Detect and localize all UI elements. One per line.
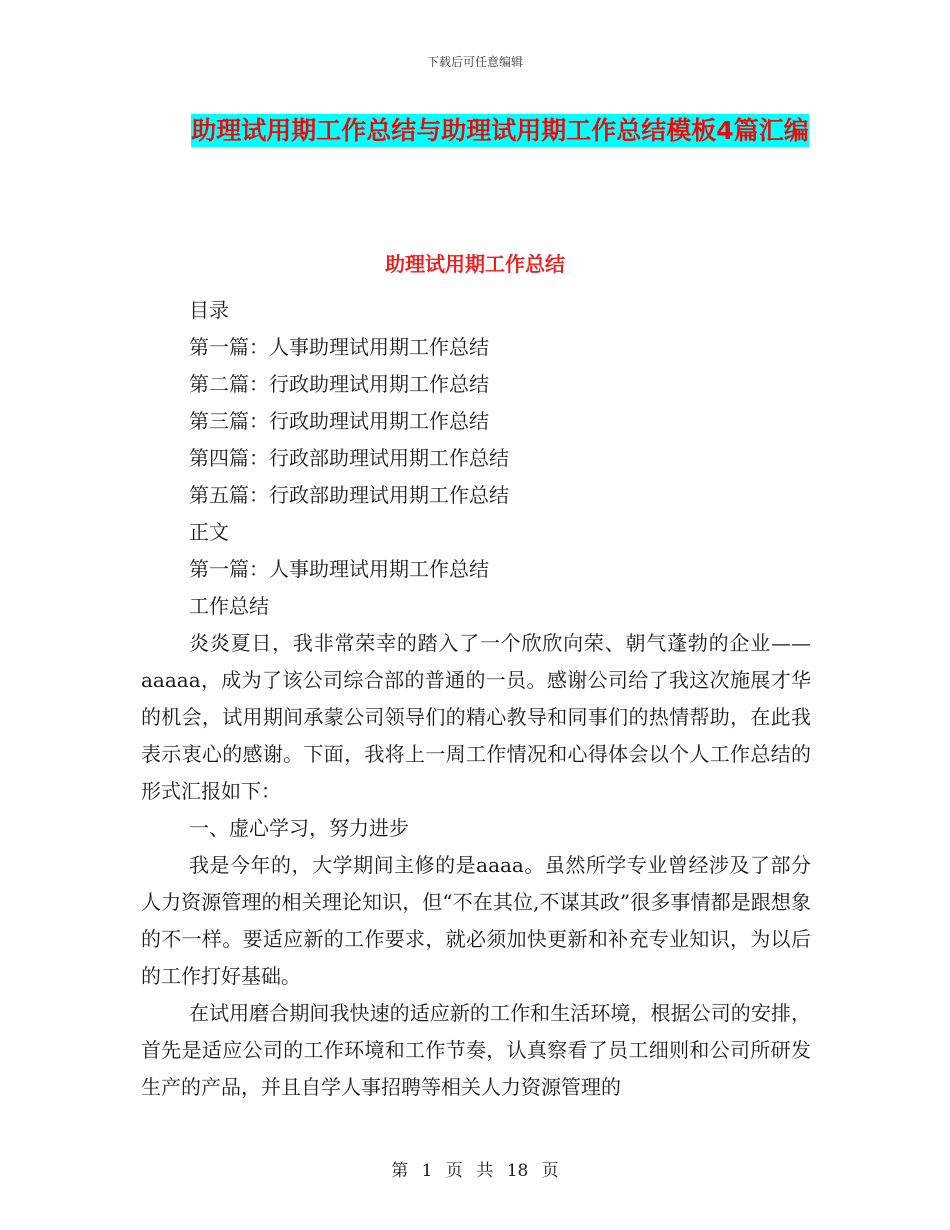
document-title: [190, 108, 810, 154]
body-paragraph: 我是今年的，大学期间主修的是aaaa。虽然所学专业曾经涉及了部分人力资源管理的相关理论知识，但“不在其位,不谋其政”很多事情都是跟想象的不一样。要适应新的工作要求，就必须加快更新和补充专业知识，为以后的工作打好基础。: [141, 853, 811, 988]
part-title: 第一篇：人事助理试用期工作总结: [189, 557, 489, 581]
body-paragraph: 在试用磨合期间我快速的适应新的工作和生活环境，根据公司的安排，首先是适应公司的工作环境和工作节奏，认真察看了员工细则和公司所研发生产的产品，并且自学人事招聘等相关人力资源管理的: [141, 1001, 811, 1099]
subsection-heading: 一、虚心学习，努力进步: [189, 816, 409, 840]
document-title-text: 助理试用期工作总结与助理试用期工作总结模板4篇汇编: [191, 116, 809, 145]
body-heading: 正文: [189, 520, 229, 544]
toc-item: 第五篇：行政部助理试用期工作总结: [189, 483, 509, 507]
toc-heading: 目录: [189, 298, 229, 322]
toc-item: 第四篇：行政部助理试用期工作总结: [189, 446, 509, 470]
document-body: [141, 292, 811, 1106]
page-header-note: 下载后可任意编辑: [426, 55, 523, 69]
body-paragraph: 炎炎夏日，我非常荣幸的踏入了一个欣欣向荣、朝气蓬勃的企业——aaaaa，成为了该公司综合部的普通的一员。感谢公司给了我这次施展才华的机会，试用期间承蒙公司领导们的精心教导和同事们的热情帮助，在此我表示衷心的感谢。下面，我将上一周工作情况和心得体会以个人工作总结的形式汇报如下：: [141, 631, 811, 803]
toc-item: 第二篇：行政助理试用期工作总结: [189, 372, 489, 396]
section-title: 助理试用期工作总结: [385, 252, 565, 276]
summary-label: 工作总结: [189, 594, 269, 618]
page-footer: 第 1 页 共 18 页: [391, 1161, 559, 1181]
toc-item: 第一篇：人事助理试用期工作总结: [189, 335, 489, 359]
toc-item: 第三篇：行政助理试用期工作总结: [189, 409, 489, 433]
